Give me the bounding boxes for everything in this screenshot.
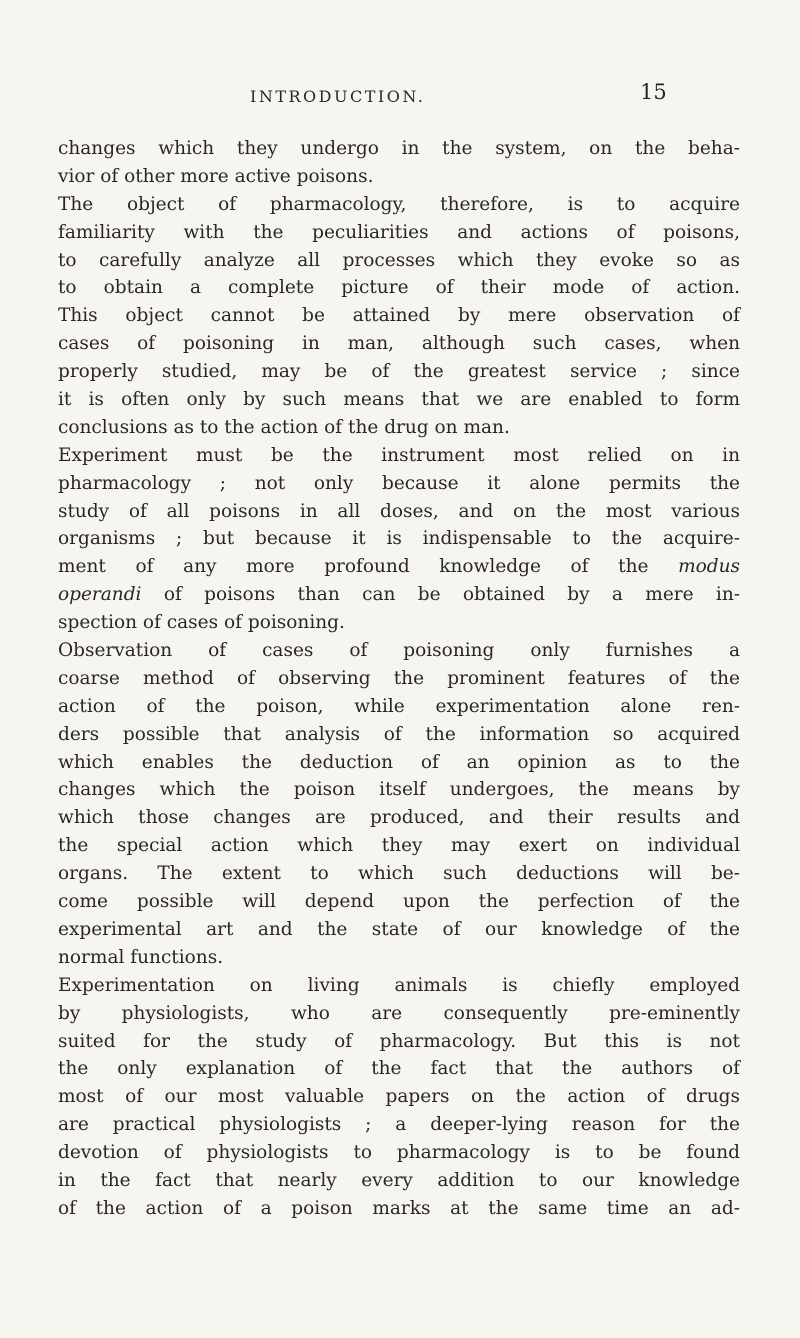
text-line: by physiologists, who are consequently pre-eminently xyxy=(58,1002,740,1024)
page-header xyxy=(0,78,800,110)
text-line: normal functions. xyxy=(58,946,224,968)
text-line: experimental art and the state of our knowledge of the xyxy=(58,918,740,940)
text-line: which enables the deduction of an opinion as to the xyxy=(58,751,740,773)
text-line: familiarity with the peculiarities and actions of poisons, xyxy=(58,221,740,243)
body-text xyxy=(58,135,740,1223)
text-line: Observation of cases of poisoning only furnishes a xyxy=(58,640,740,662)
text-line xyxy=(58,553,740,581)
text-line: to obtain a complete picture of their mode of action. xyxy=(58,277,740,299)
text-line: action of the poison, while experimentation alone ren- xyxy=(58,695,740,717)
text-line: study of all poisons in all doses, and on the most various xyxy=(58,500,740,522)
text-line: Experimentation on living animals is chiefly employed xyxy=(58,974,740,996)
text-line: to carefully analyze all processes which they evoke so as xyxy=(58,249,740,271)
running-head: INTRODUCTION. xyxy=(250,87,426,106)
text-line: The object of pharmacology, therefore, is to acquire xyxy=(58,193,740,215)
italic-term: operandi xyxy=(58,584,142,606)
text-segment: of poisons than can be obtained by a mere in- xyxy=(141,584,740,606)
text-segment: ment of any more profound knowledge of the xyxy=(58,556,679,578)
italic-term: modus xyxy=(678,556,740,578)
text-line: properly studied, may be of the greatest service ; since xyxy=(58,361,740,383)
text-line: come possible will depend upon the perfection of the xyxy=(58,891,740,913)
text-line: coarse method of observing the prominent features of the xyxy=(58,667,740,689)
text-line: which those changes are produced, and their results and xyxy=(58,807,740,829)
text-line: Experiment must be the instrument most relied on in xyxy=(58,444,740,466)
text-line: changes which they undergo in the system, on the beha- xyxy=(58,138,740,159)
text-line: organisms ; but because it is indispensable to the acquire- xyxy=(58,528,740,550)
text-line: pharmacology ; not only because it alone permits the xyxy=(58,472,740,494)
text-line: conclusions as to the action of the drug on man. xyxy=(58,416,510,438)
text-line xyxy=(58,581,740,609)
text-line: most of our most valuable papers on the action of drugs xyxy=(58,1086,740,1108)
text-line: ders possible that analysis of the information so acquired xyxy=(58,723,740,745)
text-line: This object cannot be attained by mere observation of xyxy=(58,305,740,327)
text-line: the special action which they may exert on individual xyxy=(58,835,740,857)
text-line: in the fact that nearly every addition to our knowledge xyxy=(58,1169,740,1191)
text-line: of the action of a poison marks at the same time an ad- xyxy=(58,1197,740,1219)
page-number: 15 xyxy=(640,80,667,104)
text-line: spection of cases of poisoning. xyxy=(58,612,345,634)
text-line: organs. The extent to which such deductions will be- xyxy=(58,863,740,885)
text-line: suited for the study of pharmacology. But this is not xyxy=(58,1030,740,1052)
text-line: changes which the poison itself undergoes, the means by xyxy=(58,779,740,801)
text-line: cases of poisoning in man, although such cases, when xyxy=(58,333,740,355)
text-line: devotion of physiologists to pharmacology is to be found xyxy=(58,1142,740,1164)
text-line: vior of other more active poisons. xyxy=(58,165,374,187)
text-line: the only explanation of the fact that the authors of xyxy=(58,1058,740,1080)
text-line: it is often only by such means that we are enabled to form xyxy=(58,389,740,411)
text-line: are practical physiologists ; a deeper-lying reason for the xyxy=(58,1114,740,1136)
